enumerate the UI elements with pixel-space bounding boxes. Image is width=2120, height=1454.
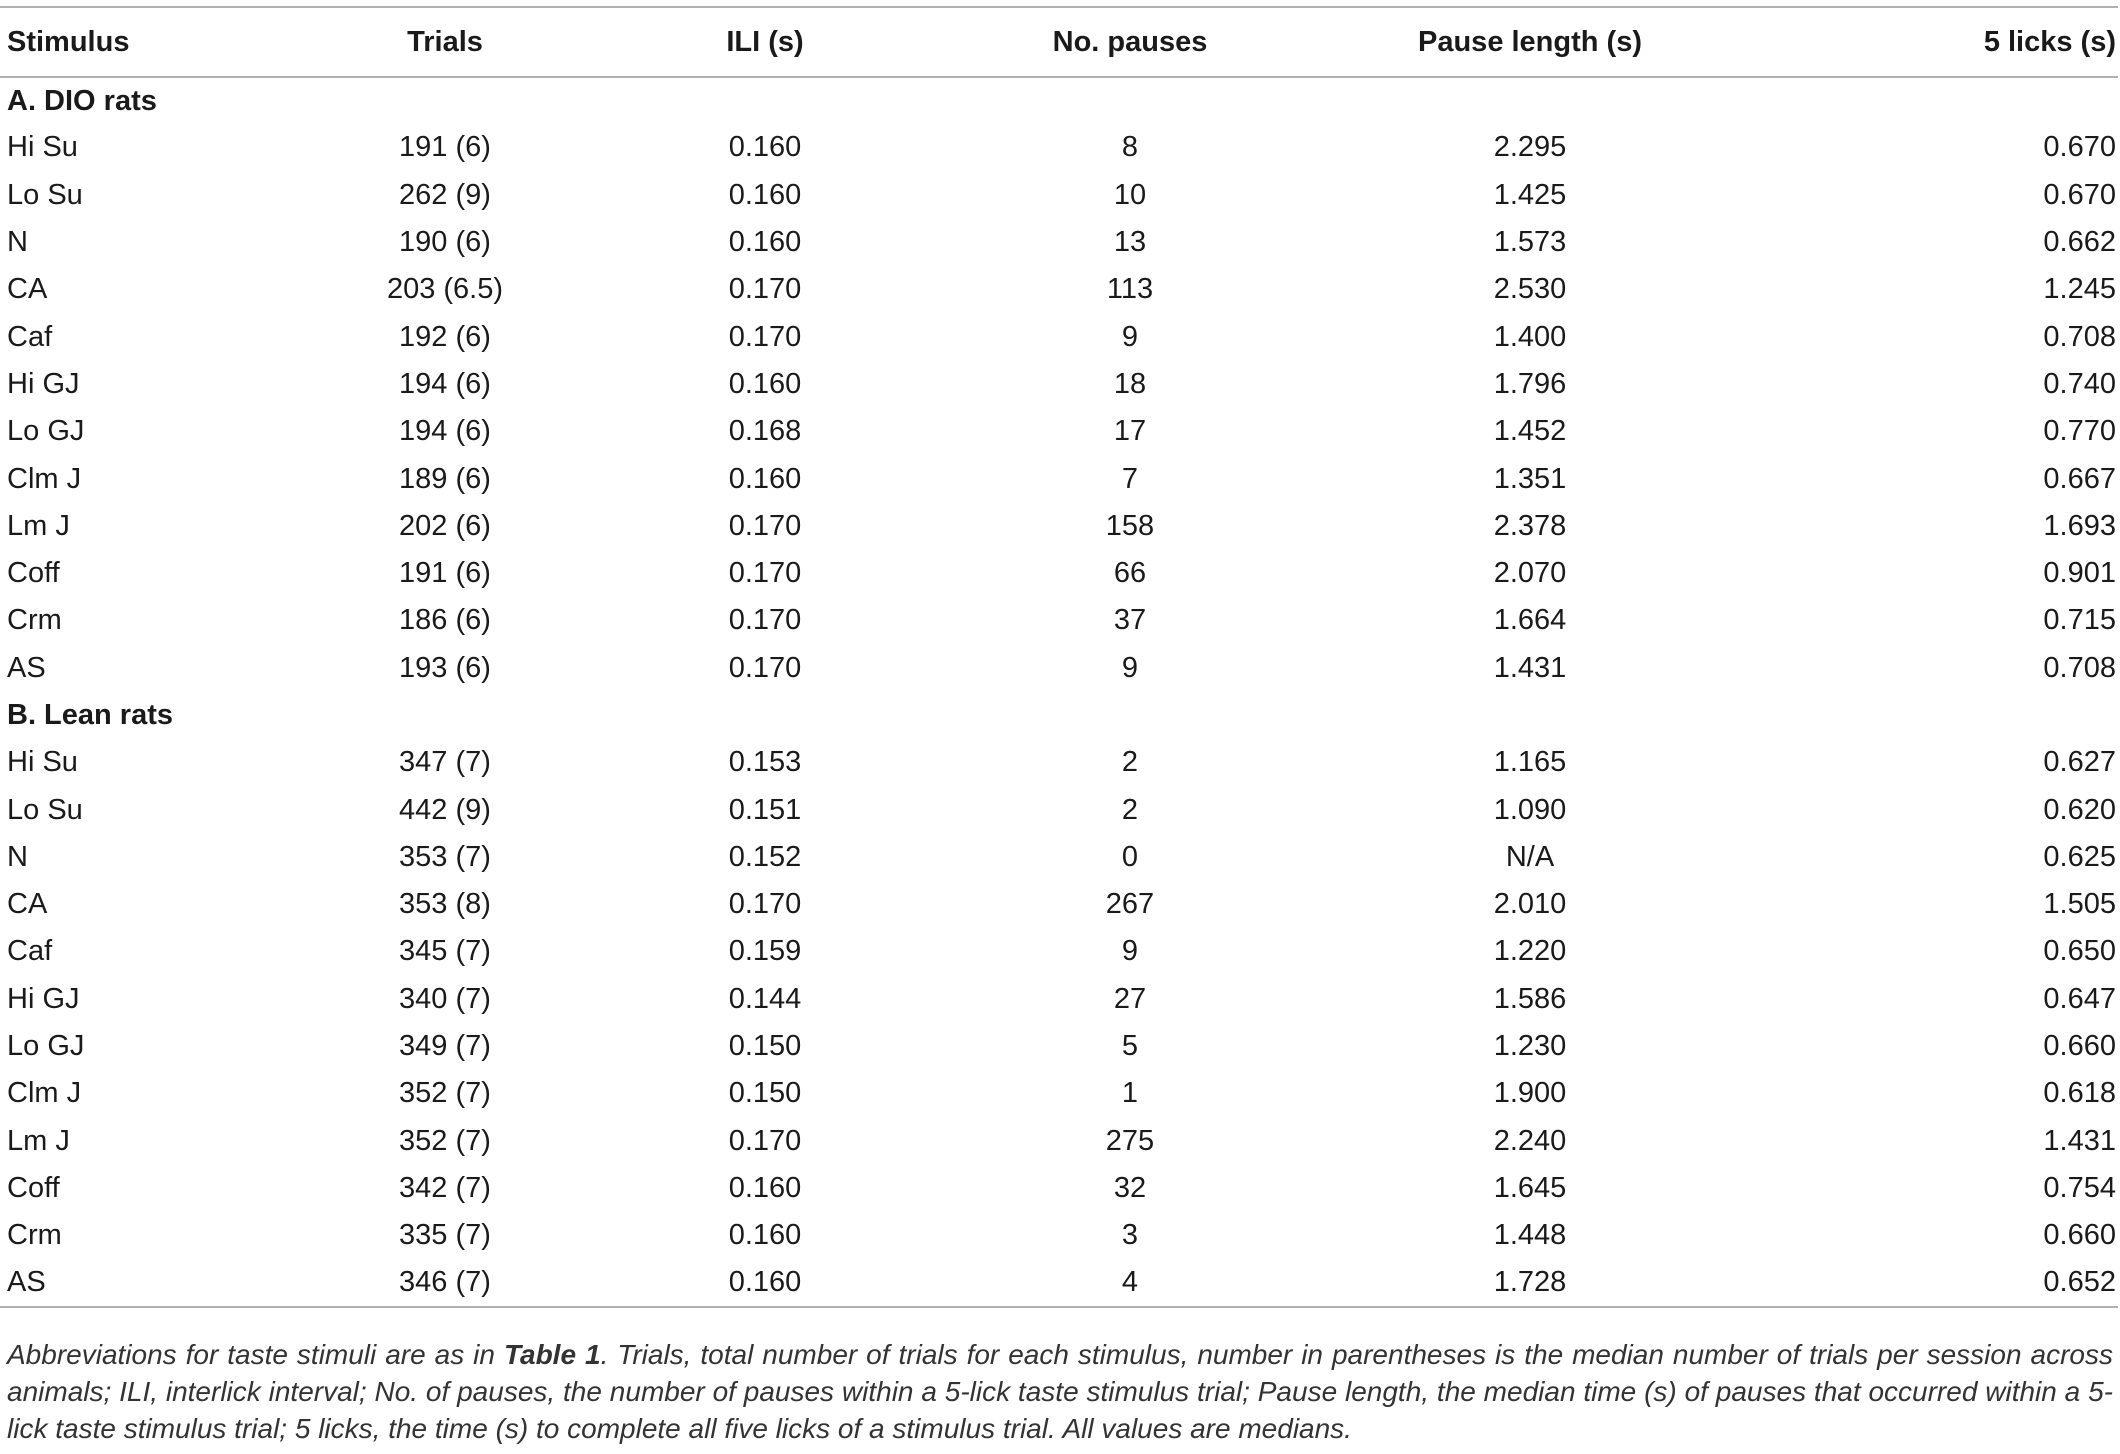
cell-pause-length: 2.010: [1493, 888, 1567, 921]
cell-5-licks: 0.647: [2043, 982, 2116, 1015]
table-row: [0, 1023, 2118, 1070]
table-row: [0, 172, 2118, 219]
cell-5-licks: 0.660: [2043, 1219, 2116, 1252]
cell-ili: 0.170: [728, 888, 802, 921]
cell-pause-length: 1.586: [1493, 982, 1567, 1015]
cell-no-pauses: 9: [1121, 935, 1139, 968]
cell-stimulus: AS: [0, 1259, 300, 1306]
cell-no-pauses: 8: [1121, 131, 1139, 164]
cell-no-pauses: 13: [1113, 226, 1147, 259]
cell-pause-length: 2.295: [1493, 131, 1567, 164]
table-row: [0, 313, 2118, 360]
cell-no-pauses: 2: [1121, 746, 1139, 779]
cell-stimulus: Lo GJ: [7, 1030, 85, 1063]
header-ili: ILI (s): [590, 7, 940, 77]
table-row: [0, 503, 2118, 550]
cell-stimulus: Coff: [7, 557, 60, 590]
cell-ili: 0.170: [728, 320, 802, 353]
table-row: [0, 928, 2118, 975]
cell-pause-length: 1.400: [1493, 320, 1567, 353]
cell-ili: 0.153: [728, 746, 802, 779]
cell-stimulus: Hi Su: [7, 131, 78, 164]
header-5-licks: 5 licks (s): [1740, 7, 2118, 77]
cell-stimulus: Hi Su: [7, 746, 78, 779]
cell-no-pauses: 18: [1113, 367, 1147, 400]
cell-pause-length: 1.351: [1493, 462, 1567, 495]
cell-no-pauses: 32: [1113, 1171, 1147, 1204]
table-row: [0, 976, 2118, 1023]
cell-stimulus: Lo GJ: [7, 415, 85, 448]
cell-trials: 347 (7): [399, 746, 491, 779]
cell-stimulus: Hi GJ: [7, 982, 80, 1015]
cell-no-pauses: 158: [1105, 509, 1155, 542]
table-row: [0, 124, 2118, 171]
header-stimulus: Stimulus: [0, 7, 300, 77]
table-footnote: [7, 1336, 2113, 1447]
cell-trials: 353 (8): [399, 888, 491, 921]
cell-no-pauses: 7: [1121, 462, 1139, 495]
cell-pause-length: 1.573: [1493, 226, 1567, 259]
cell-ili: 0.150: [728, 1077, 802, 1110]
cell-5-licks: 1.431: [2043, 1124, 2116, 1157]
cell-ili: 0.150: [728, 1030, 802, 1063]
cell-stimulus: Lo Su: [7, 178, 83, 211]
table-row: [0, 408, 2118, 455]
footnote-text-end: . Trials, total number of trials for each stimulus, number in parentheses is the median number of trials per session across animals; ILI, interlick interval; No. of pauses, the number of pauses within a 5-lick taste stimulus trial; Pause length, the median time (s) of pauses that occurred within a 5-lick taste stimulus trial; 5 licks, the time (s) to complete all five licks of a stimulus trial. All values are medians.: [7, 1339, 2113, 1444]
table-row: [0, 550, 2118, 597]
table-row: [0, 1070, 2118, 1117]
cell-trials: 186 (6): [399, 604, 491, 637]
cell-pause-length: 1.664: [1493, 604, 1567, 637]
header-pause-length: Pause length (s): [1320, 7, 1740, 77]
cell-no-pauses: 3: [1121, 1219, 1139, 1252]
table-row: [0, 1165, 2118, 1212]
cell-no-pauses: 4: [940, 1259, 1320, 1306]
cell-trials: 352 (7): [399, 1124, 491, 1157]
cell-trials: 190 (6): [399, 226, 491, 259]
table-header-row: [0, 7, 2118, 77]
cell-trials: 442 (9): [399, 793, 491, 826]
cell-stimulus: Coff: [7, 1171, 60, 1204]
cell-trials: 202 (6): [399, 509, 491, 542]
cell-5-licks: 0.708: [2043, 320, 2116, 353]
cell-pause-length: 2.070: [1493, 557, 1567, 590]
cell-stimulus: Lm J: [7, 509, 70, 542]
table-row: [0, 1259, 2118, 1306]
cell-5-licks: 0.670: [2043, 131, 2116, 164]
cell-no-pauses: 275: [1105, 1124, 1155, 1157]
cell-stimulus: CA: [7, 888, 48, 921]
cell-trials: 346 (7): [300, 1259, 590, 1306]
cell-pause-length: 1.900: [1493, 1077, 1567, 1110]
cell-pause-length: 1.165: [1493, 746, 1567, 779]
cell-stimulus: Caf: [7, 935, 53, 968]
cell-5-licks: 0.740: [2043, 367, 2116, 400]
cell-ili: 0.152: [728, 840, 802, 873]
table-row: [0, 645, 2118, 692]
cell-trials: 349 (7): [399, 1030, 491, 1063]
cell-stimulus: Clm J: [7, 1077, 82, 1110]
cell-5-licks: 0.754: [2043, 1171, 2116, 1204]
cell-ili: 0.144: [728, 982, 802, 1015]
table-row: [0, 361, 2118, 408]
cell-pause-length: 2.240: [1493, 1124, 1567, 1157]
cell-ili: 0.170: [728, 273, 802, 306]
cell-ili: 0.160: [728, 1171, 802, 1204]
section-title: A. DIO rats: [7, 84, 157, 117]
cell-5-licks: 0.618: [2043, 1077, 2116, 1110]
cell-trials: 189 (6): [399, 462, 491, 495]
section-header-row: [0, 692, 2118, 739]
cell-stimulus: AS: [7, 651, 46, 684]
cell-5-licks: 0.708: [2043, 651, 2116, 684]
cell-pause-length: 1.452: [1493, 415, 1567, 448]
cell-ili: 0.170: [728, 604, 802, 637]
cell-ili: 0.160: [728, 131, 802, 164]
cell-5-licks: 1.245: [2043, 273, 2116, 306]
cell-pause-length: 1.230: [1493, 1030, 1567, 1063]
cell-trials: 262 (9): [399, 178, 491, 211]
cell-5-licks: 1.693: [2043, 509, 2116, 542]
cell-ili: 0.168: [728, 415, 802, 448]
table-row: [0, 597, 2118, 644]
cell-ili: 0.160: [728, 178, 802, 211]
table-row: [0, 739, 2118, 786]
cell-no-pauses: 17: [1113, 415, 1147, 448]
cell-trials: 194 (6): [399, 415, 491, 448]
cell-pause-length: 1.090: [1493, 793, 1567, 826]
cell-no-pauses: 2: [1121, 793, 1139, 826]
cell-no-pauses: 267: [1105, 888, 1155, 921]
cell-ili: 0.170: [728, 509, 802, 542]
cell-no-pauses: 0: [1121, 840, 1139, 873]
table-row: [0, 834, 2118, 881]
cell-no-pauses: 113: [1106, 273, 1154, 306]
cell-no-pauses: 1: [1121, 1077, 1139, 1110]
cell-5-licks: 1.505: [2043, 888, 2116, 921]
cell-5-licks: 0.901: [2043, 557, 2116, 590]
cell-5-licks: 0.627: [2043, 746, 2116, 779]
cell-trials: 191 (6): [399, 131, 491, 164]
cell-ili: 0.170: [728, 557, 802, 590]
cell-trials: 352 (7): [399, 1077, 491, 1110]
header-no-pauses: No. pauses: [940, 7, 1320, 77]
table-row: [0, 1118, 2118, 1165]
table-row: [0, 219, 2118, 266]
cell-stimulus: N: [7, 226, 28, 259]
footnote-table-ref: Table 1: [503, 1339, 601, 1370]
cell-pause-length: 1.728: [1320, 1259, 1740, 1306]
cell-5-licks: 0.715: [2043, 604, 2116, 637]
cell-5-licks: 0.770: [2043, 415, 2116, 448]
cell-ili: 0.160: [590, 1259, 940, 1306]
table-body: [0, 77, 2118, 1307]
cell-trials: 342 (7): [399, 1171, 491, 1204]
cell-no-pauses: 5: [1121, 1030, 1139, 1063]
cell-5-licks: 0.660: [2043, 1030, 2116, 1063]
cell-stimulus: Caf: [7, 320, 53, 353]
cell-pause-length: 2.530: [1493, 273, 1567, 306]
table-row: [0, 786, 2118, 833]
cell-ili: 0.151: [728, 793, 802, 826]
header-trials: Trials: [300, 7, 590, 77]
cell-pause-length: 1.796: [1493, 367, 1567, 400]
section-title: B. Lean rats: [7, 699, 173, 731]
cell-5-licks: 0.670: [2043, 178, 2116, 211]
cell-trials: 353 (7): [399, 840, 491, 873]
cell-stimulus: CA: [7, 273, 48, 306]
footnote-text-start: Abbreviations for taste stimuli are as in: [7, 1339, 504, 1370]
cell-stimulus: Lm J: [7, 1124, 70, 1157]
cell-pause-length: 1.220: [1493, 935, 1567, 968]
cell-stimulus: N: [7, 840, 28, 873]
cell-pause-length: N/A: [1505, 840, 1555, 873]
cell-pause-length: 2.378: [1493, 509, 1567, 542]
cell-ili: 0.159: [728, 935, 802, 968]
cell-5-licks: 0.667: [2043, 462, 2116, 495]
cell-no-pauses: 27: [1113, 982, 1147, 1015]
cell-5-licks: 0.625: [2043, 840, 2116, 873]
cell-pause-length: 1.645: [1493, 1171, 1567, 1204]
cell-pause-length: 1.448: [1493, 1219, 1567, 1252]
cell-stimulus: Hi GJ: [7, 367, 80, 400]
cell-stimulus: Crm: [7, 604, 62, 637]
cell-no-pauses: 9: [1121, 651, 1139, 684]
cell-ili: 0.160: [728, 367, 802, 400]
section-header-row: [0, 77, 2118, 124]
cell-pause-length: 1.425: [1493, 178, 1567, 211]
cell-trials: 203 (6.5): [386, 273, 504, 306]
cell-no-pauses: 9: [1121, 320, 1139, 353]
cell-pause-length: 1.431: [1493, 651, 1567, 684]
table-row: [0, 881, 2118, 928]
cell-no-pauses: 10: [1113, 178, 1147, 211]
cell-ili: 0.160: [728, 462, 802, 495]
cell-stimulus: Crm: [7, 1219, 62, 1252]
cell-5-licks: 0.650: [2043, 935, 2116, 968]
cell-no-pauses: 37: [1113, 604, 1147, 637]
cell-stimulus: Clm J: [7, 462, 82, 495]
cell-5-licks: 0.662: [2043, 226, 2116, 259]
cell-stimulus: Lo Su: [7, 793, 83, 826]
cell-5-licks: 0.620: [2043, 793, 2116, 826]
cell-ili: 0.170: [728, 651, 802, 684]
table-row: [0, 266, 2118, 313]
cell-trials: 192 (6): [399, 320, 491, 353]
cell-ili: 0.170: [728, 1124, 802, 1157]
cell-trials: 345 (7): [399, 935, 491, 968]
cell-5-licks: 0.652: [1740, 1259, 2118, 1306]
cell-no-pauses: 66: [1113, 557, 1147, 590]
cell-trials: 193 (6): [399, 651, 491, 684]
cell-trials: 335 (7): [399, 1219, 491, 1252]
table-row: [0, 1212, 2118, 1259]
results-table: [0, 6, 2118, 1308]
cell-ili: 0.160: [728, 1219, 802, 1252]
table-row: [0, 455, 2118, 502]
cell-trials: 340 (7): [399, 982, 491, 1015]
cell-trials: 191 (6): [399, 557, 491, 590]
cell-trials: 194 (6): [399, 367, 491, 400]
cell-ili: 0.160: [728, 226, 802, 259]
